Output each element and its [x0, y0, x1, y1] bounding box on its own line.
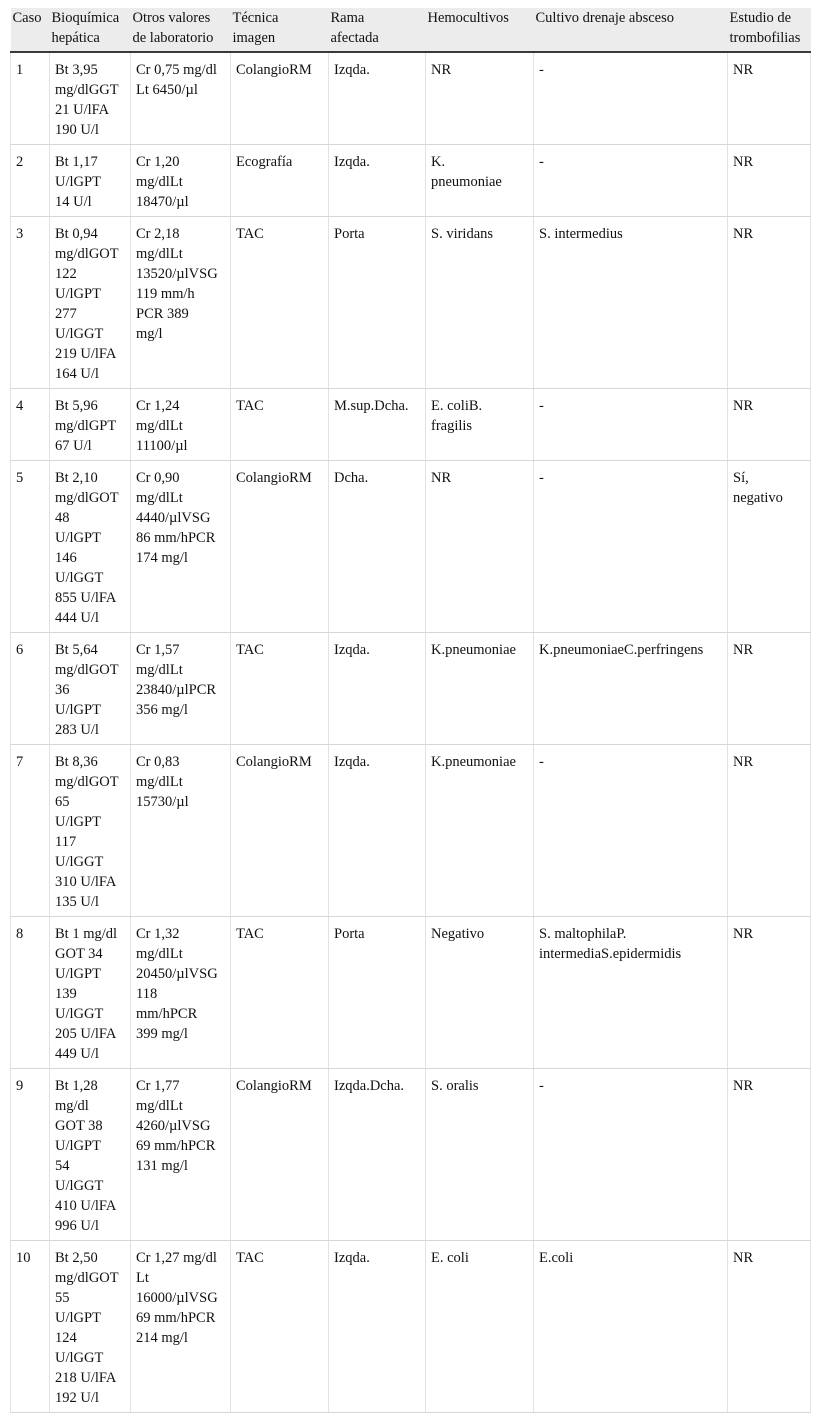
- cell-otros-valores-line: Cr 1,24: [136, 398, 180, 414]
- cell-bioquimica-line: 855 U/lFA: [55, 590, 117, 606]
- cell-otros-valores: [131, 217, 231, 389]
- cell-otros-valores-line: mg/l: [136, 326, 163, 342]
- cell-tecnica-text: TAC: [236, 642, 264, 658]
- cell-bioquimica-line: Bt 1 mg/dl: [55, 926, 118, 942]
- cell-bioquimica-line: 410 U/lFA: [55, 1198, 117, 1214]
- cell-bioquimica-line: U/lGGT: [55, 570, 104, 586]
- cell-otros-valores-line: mg/dlLt: [136, 1098, 183, 1114]
- cell-bioquimica-line: 146: [55, 550, 77, 566]
- header-estudio-line: Estudio de: [729, 10, 792, 26]
- cell-bioquimica-line: U/lGPT: [55, 174, 101, 190]
- cell-caso: [11, 389, 50, 461]
- cell-otros-valores-line: Cr 1,32: [136, 926, 180, 942]
- cell-rama-text: Dcha.: [334, 470, 369, 486]
- cell-bioquimica-line: 48: [55, 510, 70, 526]
- cell-hemocultivos-line: K.pneumoniae: [431, 754, 516, 770]
- cell-caso-text: 6: [16, 642, 24, 658]
- cell-hemocultivos-line: E. coliB.: [431, 398, 483, 414]
- cell-bioquimica-line: 996 U/l: [55, 1218, 99, 1234]
- cell-caso-text: 10: [16, 1250, 31, 1266]
- table-row: [11, 1241, 811, 1413]
- header-rama-line: Rama: [330, 10, 365, 26]
- cell-tecnica-text: Ecografía: [236, 154, 293, 170]
- cell-bioquimica-line: U/lGGT: [55, 854, 104, 870]
- cell-bioquimica-line: 36: [55, 682, 70, 698]
- header-rama-afectada: [329, 8, 426, 52]
- cell-otros-valores: [131, 389, 231, 461]
- cell-otros-valores-line: Cr 0,90: [136, 470, 180, 486]
- header-hemocultivos: [426, 8, 534, 52]
- cell-otros-valores-line: Cr 1,27 mg/dl: [136, 1250, 217, 1266]
- cell-rama-text: Izqda.: [334, 754, 370, 770]
- cell-otros-valores-line: 356 mg/l: [136, 702, 188, 718]
- cell-rama: [329, 52, 426, 145]
- table-row: [11, 389, 811, 461]
- cell-hemocultivos: [426, 145, 534, 217]
- header-bioquimica-line: hepática: [51, 30, 100, 46]
- cell-bioquimica-line: mg/dlGOT: [55, 774, 119, 790]
- cell-cultivo: [534, 461, 728, 633]
- cell-otros-valores-line: 4440/µlVSG: [136, 510, 211, 526]
- cell-hemocultivos: [426, 52, 534, 145]
- cell-cultivo: [534, 217, 728, 389]
- cell-rama-text: Izqda.: [334, 642, 370, 658]
- cell-bioquimica-line: 124: [55, 1330, 77, 1346]
- cell-otros-valores-line: mg/dlLt: [136, 174, 183, 190]
- cell-otros-valores-line: mg/dlLt: [136, 662, 183, 678]
- header-rama-line: afectada: [330, 30, 379, 46]
- cell-otros-valores-line: mg/dlLt: [136, 946, 183, 962]
- cell-rama-text: Izqda.: [334, 1250, 370, 1266]
- cell-tecnica: [231, 217, 329, 389]
- cell-cultivo-line: -: [539, 154, 544, 170]
- cell-tecnica-text: ColangioRM: [236, 1078, 312, 1094]
- cell-tecnica: [231, 633, 329, 745]
- cell-rama-text: Izqda.Dcha.: [334, 1078, 405, 1094]
- cell-hemocultivos: [426, 389, 534, 461]
- cell-bioquimica: [50, 1069, 131, 1241]
- table-row: [11, 461, 811, 633]
- cell-estudio-line: negativo: [733, 490, 783, 506]
- cell-estudio: [728, 745, 811, 917]
- cell-otros-valores: [131, 145, 231, 217]
- cell-bioquimica-line: Bt 0,94: [55, 226, 98, 242]
- cell-bioquimica-line: 277: [55, 306, 77, 322]
- cell-caso-text: 4: [16, 398, 24, 414]
- cell-cultivo-line: -: [539, 62, 544, 78]
- cell-rama-text: Izqda.: [334, 154, 370, 170]
- table-row: [11, 1069, 811, 1241]
- cell-otros-valores-line: Cr 2,18: [136, 226, 180, 242]
- cell-tecnica: [231, 745, 329, 917]
- cell-tecnica: [231, 52, 329, 145]
- cell-otros-valores-line: Cr 1,20: [136, 154, 180, 170]
- cell-estudio: [728, 389, 811, 461]
- cell-hemocultivos-line: S. oralis: [431, 1078, 479, 1094]
- cell-otros-valores: [131, 745, 231, 917]
- cell-tecnica-text: ColangioRM: [236, 470, 312, 486]
- clinical-cases-table: [10, 8, 811, 1413]
- cell-tecnica: [231, 1069, 329, 1241]
- header-cultivo-text: Cultivo drenaje absceso: [535, 10, 675, 26]
- cell-rama-text: Porta: [334, 226, 365, 242]
- cell-caso: [11, 1241, 50, 1413]
- cell-otros-valores-line: 20450/µlVSG: [136, 966, 218, 982]
- cell-estudio-line: NR: [733, 926, 754, 942]
- cell-cultivo-line: -: [539, 470, 544, 486]
- header-cultivo-drenaje: [534, 8, 728, 52]
- cell-caso-text: 1: [16, 62, 24, 78]
- header-caso-text: Caso: [12, 10, 42, 26]
- cell-bioquimica-line: mg/dlGOT: [55, 1270, 119, 1286]
- cell-estudio-line: NR: [733, 398, 754, 414]
- cell-bioquimica-line: mg/dlGOT: [55, 246, 119, 262]
- cell-bioquimica-line: 283 U/l: [55, 722, 99, 738]
- cell-cultivo: [534, 145, 728, 217]
- cell-otros-valores: [131, 1069, 231, 1241]
- cell-rama: [329, 389, 426, 461]
- cell-bioquimica-line: mg/dl: [55, 1098, 89, 1114]
- cell-rama: [329, 145, 426, 217]
- header-tecnica-line: imagen: [232, 30, 276, 46]
- cell-hemocultivos-line: NR: [431, 470, 452, 486]
- cell-bioquimica-line: 122: [55, 266, 77, 282]
- cell-hemocultivos: [426, 1241, 534, 1413]
- cell-otros-valores-line: mg/dlLt: [136, 774, 183, 790]
- header-hemocultivos-text: Hemocultivos: [427, 10, 509, 26]
- cell-caso: [11, 1069, 50, 1241]
- cell-bioquimica-line: Bt 1,28: [55, 1078, 98, 1094]
- cell-rama: [329, 917, 426, 1069]
- cell-estudio-line: NR: [733, 154, 754, 170]
- cell-estudio: [728, 1241, 811, 1413]
- cell-otros-valores-line: 13520/µlVSG: [136, 266, 218, 282]
- cell-caso-text: 7: [16, 754, 24, 770]
- cell-bioquimica: [50, 1241, 131, 1413]
- cell-caso-text: 9: [16, 1078, 24, 1094]
- cell-estudio-line: NR: [733, 226, 754, 242]
- cell-cultivo-line: -: [539, 398, 544, 414]
- header-tecnica-line: Técnica: [232, 10, 279, 26]
- header-otros-valores: [131, 8, 231, 52]
- header-estudio-trombofilias: [728, 8, 811, 52]
- cell-otros-valores-line: 86 mm/hPCR: [136, 530, 216, 546]
- cell-bioquimica-line: U/lGGT: [55, 1350, 104, 1366]
- cell-bioquimica: [50, 461, 131, 633]
- cell-hemocultivos-line: E. coli: [431, 1250, 469, 1266]
- cell-otros-valores-line: mm/hPCR: [136, 1006, 198, 1022]
- cell-estudio-line: NR: [733, 1078, 754, 1094]
- cell-bioquimica-line: U/lGPT: [55, 966, 101, 982]
- cell-bioquimica-line: Bt 5,64: [55, 642, 98, 658]
- cell-bioquimica-line: mg/dlGOT: [55, 662, 119, 678]
- cell-bioquimica-line: Bt 1,17: [55, 154, 98, 170]
- cell-bioquimica-line: 444 U/l: [55, 610, 99, 626]
- cell-tecnica: [231, 1241, 329, 1413]
- cell-bioquimica-line: mg/dlGOT: [55, 490, 119, 506]
- cell-caso: [11, 633, 50, 745]
- cell-otros-valores-line: 214 mg/l: [136, 1330, 188, 1346]
- cell-bioquimica: [50, 389, 131, 461]
- cell-caso: [11, 145, 50, 217]
- cell-otros-valores: [131, 461, 231, 633]
- cell-hemocultivos-line: K.: [431, 154, 446, 170]
- cell-hemocultivos: [426, 633, 534, 745]
- cell-otros-valores: [131, 917, 231, 1069]
- cell-rama: [329, 217, 426, 389]
- cell-bioquimica-line: 139: [55, 986, 77, 1002]
- header-otros-line: Otros valores: [132, 10, 211, 26]
- cell-hemocultivos: [426, 217, 534, 389]
- cell-otros-valores-line: mg/dlLt: [136, 418, 183, 434]
- cell-bioquimica-line: 14 U/l: [55, 194, 92, 210]
- cell-otros-valores-line: Cr 1,77: [136, 1078, 180, 1094]
- cell-hemocultivos: [426, 1069, 534, 1241]
- table-body: [11, 52, 811, 1413]
- cell-bioquimica-line: 219 U/lFA: [55, 346, 117, 362]
- cell-otros-valores-line: Cr 0,75 mg/dl: [136, 62, 217, 78]
- cell-estudio: [728, 217, 811, 389]
- cell-bioquimica: [50, 52, 131, 145]
- cell-hemocultivos-line: NR: [431, 62, 452, 78]
- header-tecnica-imagen: [231, 8, 329, 52]
- cell-tecnica: [231, 145, 329, 217]
- cell-caso-text: 8: [16, 926, 24, 942]
- cell-estudio: [728, 52, 811, 145]
- cell-otros-valores-line: 11100/µl: [136, 438, 188, 454]
- table-row: [11, 633, 811, 745]
- cell-rama-text: Porta: [334, 926, 365, 942]
- header-row: [11, 8, 811, 52]
- cell-tecnica-text: TAC: [236, 226, 264, 242]
- cell-caso-text: 2: [16, 154, 24, 170]
- cell-estudio-line: NR: [733, 754, 754, 770]
- cell-bioquimica-line: U/lGGT: [55, 326, 104, 342]
- cell-bioquimica: [50, 633, 131, 745]
- cell-rama: [329, 745, 426, 917]
- cell-bioquimica-line: Bt 5,96: [55, 398, 98, 414]
- cell-bioquimica-line: 21 U/lFA: [55, 102, 110, 118]
- cell-tecnica-text: TAC: [236, 1250, 264, 1266]
- cell-bioquimica-line: 117: [55, 834, 77, 850]
- cell-bioquimica-line: GOT 38: [55, 1118, 103, 1134]
- cell-bioquimica-line: 55: [55, 1290, 70, 1306]
- cell-hemocultivos-line: K.pneumoniae: [431, 642, 516, 658]
- cell-tecnica: [231, 917, 329, 1069]
- cell-bioquimica: [50, 745, 131, 917]
- cell-tecnica-text: ColangioRM: [236, 754, 312, 770]
- cell-cultivo: [534, 745, 728, 917]
- table-row: [11, 217, 811, 389]
- cell-otros-valores-line: 18470/µl: [136, 194, 189, 210]
- cell-tecnica-text: ColangioRM: [236, 62, 312, 78]
- cell-bioquimica-line: Bt 8,36: [55, 754, 98, 770]
- table-header: [11, 8, 811, 52]
- cell-bioquimica: [50, 145, 131, 217]
- cell-caso: [11, 461, 50, 633]
- cell-bioquimica: [50, 217, 131, 389]
- cell-rama-text: Izqda.: [334, 62, 370, 78]
- cell-bioquimica-line: 67 U/l: [55, 438, 92, 454]
- cell-caso-text: 5: [16, 470, 24, 486]
- cell-cultivo: [534, 917, 728, 1069]
- cell-otros-valores-line: 23840/µlPCR: [136, 682, 217, 698]
- cell-cultivo: [534, 389, 728, 461]
- cell-otros-valores-line: 4260/µlVSG: [136, 1118, 211, 1134]
- cell-hemocultivos-line: S. viridans: [431, 226, 494, 242]
- cell-bioquimica-line: 205 U/lFA: [55, 1026, 117, 1042]
- cell-cultivo-line: K.pneumoniaeC.perfringens: [539, 642, 704, 658]
- cell-otros-valores-line: Cr 0,83: [136, 754, 180, 770]
- cell-hemocultivos: [426, 917, 534, 1069]
- cell-rama: [329, 633, 426, 745]
- cell-estudio-line: NR: [733, 62, 754, 78]
- cell-cultivo-line: S. intermedius: [539, 226, 623, 242]
- cell-cultivo-line: E.coli: [539, 1250, 574, 1266]
- cell-caso: [11, 917, 50, 1069]
- cell-cultivo: [534, 1069, 728, 1241]
- cell-estudio: [728, 917, 811, 1069]
- cell-otros-valores-line: PCR 389: [136, 306, 189, 322]
- cell-otros-valores-line: 174 mg/l: [136, 550, 188, 566]
- header-caso: [11, 8, 50, 52]
- cell-bioquimica-line: U/lGPT: [55, 702, 101, 718]
- cell-estudio: [728, 633, 811, 745]
- cell-cultivo-line: -: [539, 754, 544, 770]
- cell-otros-valores-line: 131 mg/l: [136, 1158, 188, 1174]
- cell-cultivo-line: -: [539, 1078, 544, 1094]
- cell-bioquimica-line: U/lGPT: [55, 286, 101, 302]
- cell-otros-valores: [131, 1241, 231, 1413]
- cell-otros-valores-line: 15730/µl: [136, 794, 189, 810]
- cell-rama: [329, 461, 426, 633]
- cell-estudio: [728, 1069, 811, 1241]
- cell-tecnica-text: TAC: [236, 926, 264, 942]
- cell-estudio-line: NR: [733, 1250, 754, 1266]
- cell-caso-text: 3: [16, 226, 24, 242]
- cell-otros-valores-line: mg/dlLt: [136, 490, 183, 506]
- cell-otros-valores: [131, 633, 231, 745]
- cell-bioquimica-line: GOT 34: [55, 946, 103, 962]
- cell-bioquimica-line: 218 U/lFA: [55, 1370, 117, 1386]
- cell-bioquimica-line: U/lGPT: [55, 1310, 101, 1326]
- table-row: [11, 745, 811, 917]
- cell-cultivo-line: S. maltophilaP.: [539, 926, 627, 942]
- header-estudio-line: trombofilias: [729, 30, 801, 46]
- cell-bioquimica-line: Bt 3,95: [55, 62, 98, 78]
- cell-bioquimica-line: 164 U/l: [55, 366, 99, 382]
- cell-cultivo-line: intermediaS.epidermidis: [539, 946, 682, 962]
- cell-caso: [11, 745, 50, 917]
- cell-bioquimica-line: 135 U/l: [55, 894, 99, 910]
- cell-rama: [329, 1069, 426, 1241]
- table-row: [11, 52, 811, 145]
- cell-otros-valores-line: 119 mm/h: [136, 286, 195, 302]
- cell-otros-valores-line: 69 mm/hPCR: [136, 1138, 216, 1154]
- cell-bioquimica-line: U/lGPT: [55, 530, 101, 546]
- cell-bioquimica-line: mg/dlGGT: [55, 82, 119, 98]
- cell-rama: [329, 1241, 426, 1413]
- cell-bioquimica-line: 190 U/l: [55, 122, 99, 138]
- cell-bioquimica-line: U/lGGT: [55, 1178, 104, 1194]
- header-bioquimica: [50, 8, 131, 52]
- cell-otros-valores-line: 16000/µlVSG: [136, 1290, 218, 1306]
- cell-bioquimica-line: mg/dlGPT: [55, 418, 117, 434]
- cell-otros-valores-line: Lt: [136, 1270, 149, 1286]
- cell-estudio-line: Sí,: [733, 470, 749, 486]
- cell-tecnica: [231, 389, 329, 461]
- cell-otros-valores-line: 118: [136, 986, 158, 1002]
- cell-cultivo: [534, 1241, 728, 1413]
- header-bioquimica-line: Bioquímica: [51, 10, 120, 26]
- cell-otros-valores-line: 69 mm/hPCR: [136, 1310, 216, 1326]
- cell-cultivo: [534, 633, 728, 745]
- cell-hemocultivos-line: fragilis: [431, 418, 473, 434]
- cell-caso: [11, 52, 50, 145]
- cell-bioquimica-line: 54: [55, 1158, 70, 1174]
- cell-bioquimica-line: U/lGGT: [55, 1006, 104, 1022]
- cell-otros-valores-line: 399 mg/l: [136, 1026, 188, 1042]
- cell-bioquimica-line: Bt 2,50: [55, 1250, 98, 1266]
- cell-estudio: [728, 145, 811, 217]
- cell-bioquimica-line: 65: [55, 794, 70, 810]
- cell-bioquimica-line: U/lGPT: [55, 1138, 101, 1154]
- cell-rama-text: M.sup.Dcha.: [334, 398, 409, 414]
- cell-bioquimica-line: 449 U/l: [55, 1046, 99, 1062]
- cell-hemocultivos-line: pneumoniae: [431, 174, 502, 190]
- cell-cultivo: [534, 52, 728, 145]
- cell-hemocultivos: [426, 461, 534, 633]
- cell-estudio-line: NR: [733, 642, 754, 658]
- cell-otros-valores-line: Lt 6450/µl: [136, 82, 198, 98]
- cell-bioquimica-line: Bt 2,10: [55, 470, 98, 486]
- header-otros-line: de laboratorio: [132, 30, 214, 46]
- cell-estudio: [728, 461, 811, 633]
- cell-bioquimica-line: U/lGPT: [55, 814, 101, 830]
- cell-hemocultivos: [426, 745, 534, 917]
- cell-bioquimica: [50, 917, 131, 1069]
- cell-caso: [11, 217, 50, 389]
- cell-otros-valores-line: Cr 1,57: [136, 642, 180, 658]
- cell-otros-valores: [131, 52, 231, 145]
- cell-bioquimica-line: 192 U/l: [55, 1390, 99, 1406]
- table-row: [11, 917, 811, 1069]
- cell-tecnica: [231, 461, 329, 633]
- cell-bioquimica-line: 310 U/lFA: [55, 874, 117, 890]
- cell-otros-valores-line: mg/dlLt: [136, 246, 183, 262]
- table-row: [11, 145, 811, 217]
- cell-hemocultivos-line: Negativo: [431, 926, 485, 942]
- cell-tecnica-text: TAC: [236, 398, 264, 414]
